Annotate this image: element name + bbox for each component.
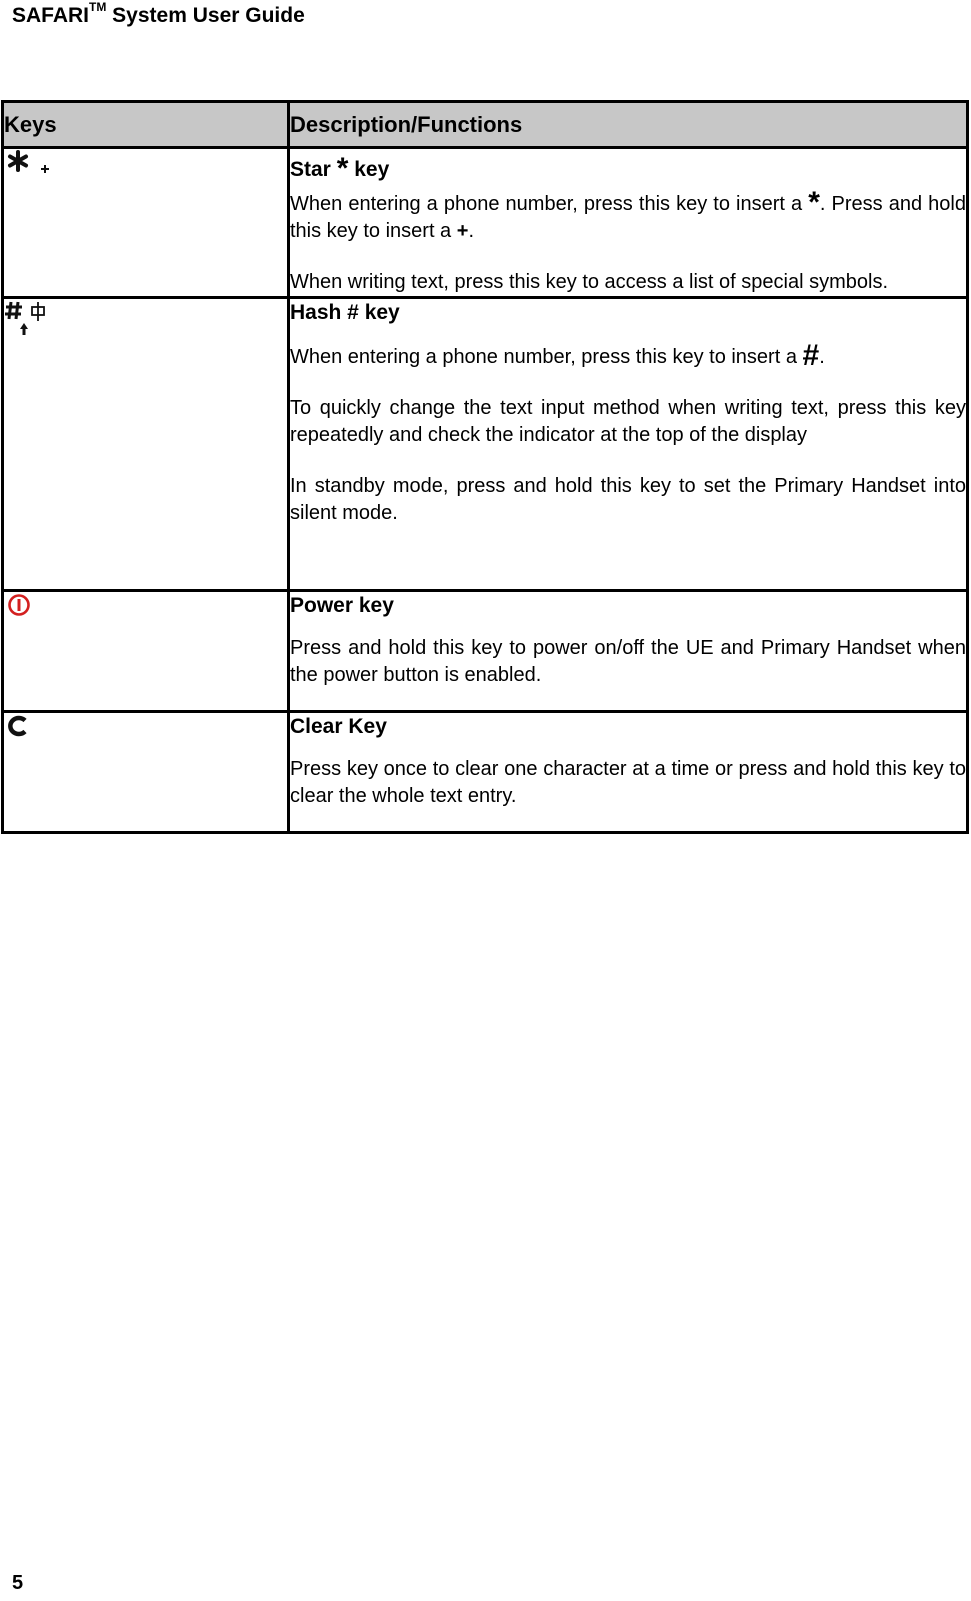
- key-cell: [3, 712, 289, 833]
- trademark-mark: TM: [89, 0, 107, 14]
- clear-key-icon: [4, 713, 36, 743]
- paragraph: In standby mode, press and hold this key to set the Primary Handset into silent mode.: [290, 475, 966, 524]
- description-cell: [289, 591, 968, 712]
- power-key-title: Power key: [290, 594, 394, 617]
- star-key-icon: [4, 149, 54, 179]
- paragraph: [290, 186, 966, 245]
- table-header-row: [3, 102, 968, 148]
- hash-key-title: Hash # key: [290, 301, 400, 324]
- hash-key-icon: [4, 299, 54, 339]
- table-row: [3, 712, 968, 833]
- page-number: 5: [12, 1572, 24, 1594]
- text-run: When entering a phone number, press this key to insert a: [290, 193, 809, 215]
- text-run: .: [819, 346, 825, 368]
- title-text: key: [348, 158, 390, 181]
- title-suffix: System User Guide: [106, 4, 305, 27]
- hash-glyph: #: [802, 339, 820, 372]
- key-cell: [3, 591, 289, 712]
- title-text: Star: [290, 158, 337, 181]
- document-title: [12, 0, 305, 28]
- table-row: [3, 148, 968, 298]
- text-run: . Press and hold this key to insert a: [290, 193, 966, 242]
- paragraph: [290, 339, 966, 372]
- column-header-keys: Keys: [3, 102, 289, 148]
- paragraph: Press and hold this key to power on/off the UE and Primary Handset when the power button is enabled.: [290, 637, 966, 686]
- power-key-icon: [4, 592, 36, 622]
- column-header-description: Description/Functions: [289, 102, 968, 148]
- key-cell: [3, 148, 289, 298]
- clear-key-title: Clear Key: [290, 715, 387, 738]
- keys-table: [1, 100, 969, 834]
- paragraph: To quickly change the text input method when writing text, press this key repeatedly and check the indicator at the top of the display: [290, 397, 966, 446]
- description-cell: [289, 298, 968, 591]
- star-glyph: *: [336, 152, 349, 185]
- description-cell: [289, 148, 968, 298]
- table-row: [3, 298, 968, 591]
- description-cell: [289, 712, 968, 833]
- paragraph: When writing text, press this key to access a list of special symbols.: [290, 271, 888, 293]
- star-glyph: *: [808, 186, 820, 219]
- title-brand: SAFARI: [12, 4, 90, 27]
- key-cell: [3, 298, 289, 591]
- paragraph: Press key once to clear one character at a time or press and hold this key to clear the whole text entry.: [290, 758, 966, 807]
- star-key-title: [290, 152, 966, 185]
- table-row: [3, 591, 968, 712]
- plus-glyph: +: [456, 220, 469, 242]
- text-run: When entering a phone number, press this key to insert a: [290, 346, 803, 368]
- text-run: .: [468, 220, 474, 242]
